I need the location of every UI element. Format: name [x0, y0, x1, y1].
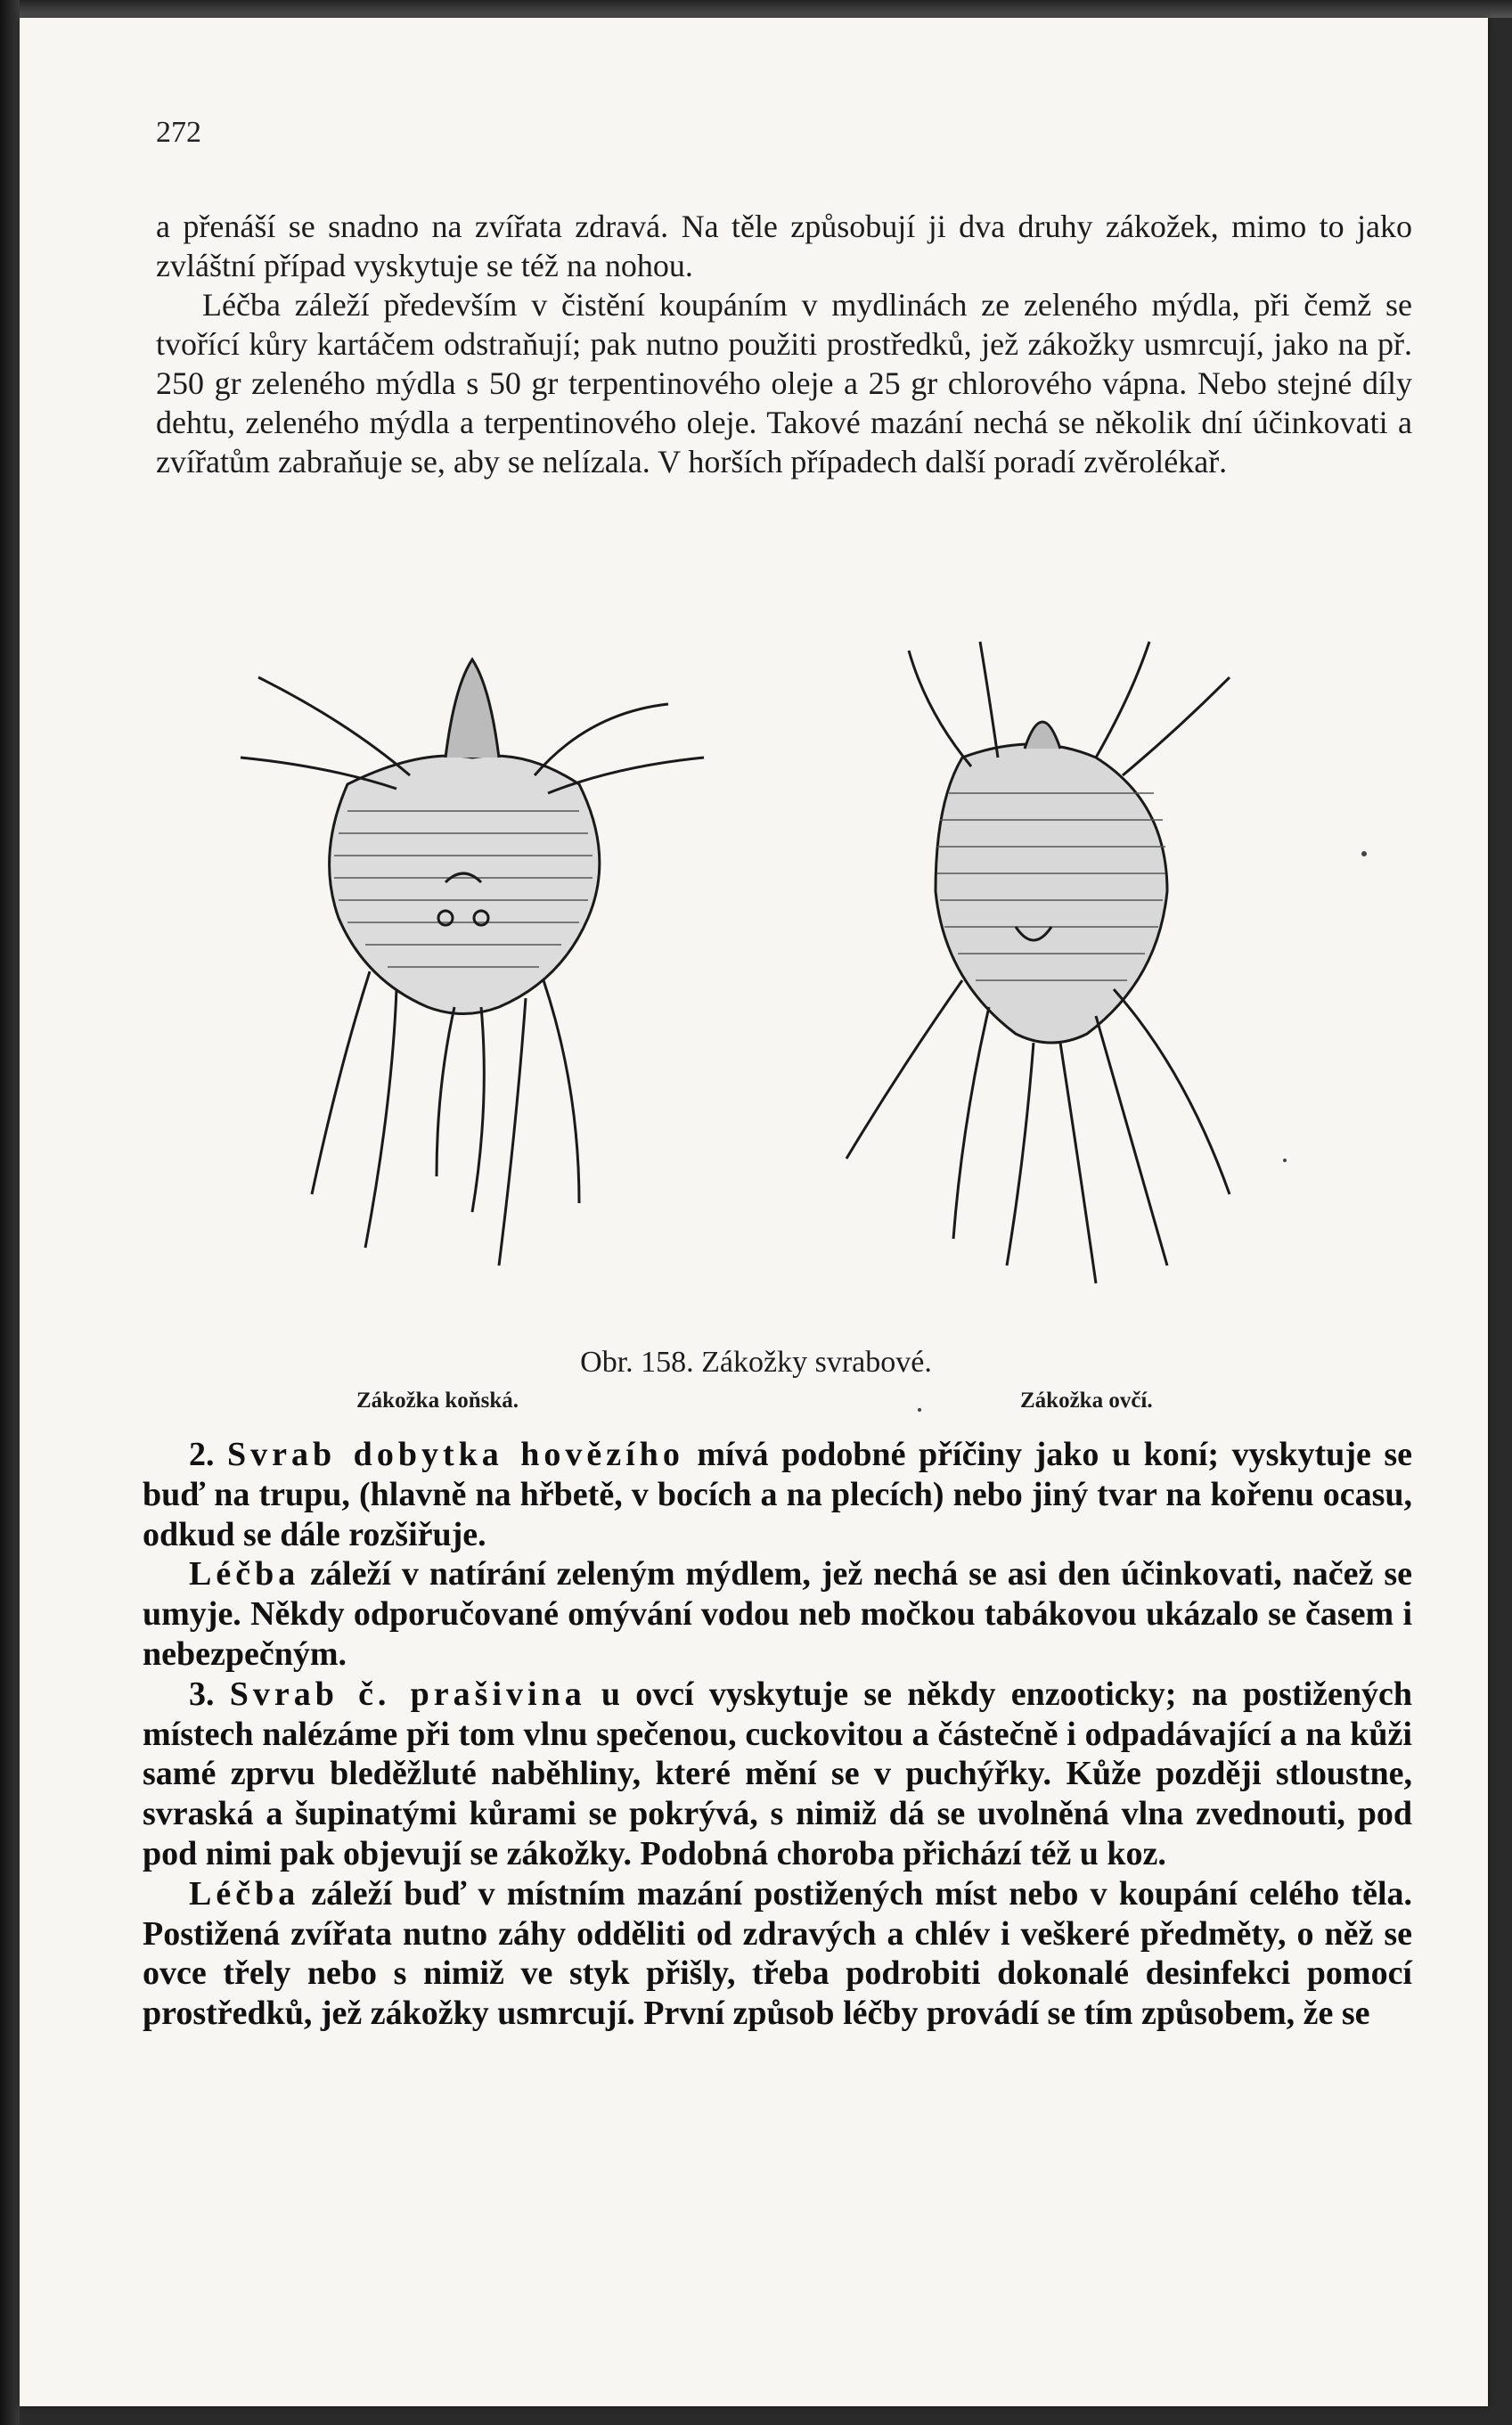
- paragraph-sheep-treatment: [143, 1874, 1412, 2034]
- paragraph-body: u ovcí vyskytuje se někdy enzooticky; na postižených místech nalézáme při tom vlnu spečenou, cuckovitou a částečně i odpadávající a na kůži samé zprvu bleděžluté naběhliny, které mění se v puchýřky. Kůže později stloustne, svraská a šupinatými kůrami se pokrývá, s nimiž dá se uvolněná vlna zvednouti, pod pod nimi pak objevují se zákožky. Podobná choroba přichází též u koz.: [143, 1675, 1413, 1872]
- paragraph-treatment-horse: Léčba záleží především v čistění koupáním v mydlinách ze zeleného mýdla, při čemž se tvořící kůry kartáčem odstraňují; pak nutno použiti prostředků, jež zákožky usmrcují, jako na př. 250 gr zeleného mýdla s 50 gr terpentinového oleje a 25 gr chlorového vápna. Nebo stejné díly dehtu, zeleného mýdla a terpentinového oleje. Takové mazání nechá se několik dní účinkovati a zvířatům zabraňuje se, aby se nelízala. V horších případech další poradí zvěrolékař.: [156, 287, 1412, 479]
- section-heading: Svrab dobytka hovězího: [227, 1436, 684, 1473]
- figure-label-sheep-mite: Zákožka ovčí.: [1020, 1389, 1153, 1413]
- section-number: 3.: [189, 1675, 215, 1713]
- treatment-heading: Léčba: [189, 1874, 300, 1913]
- sheep-mite-drawing: [846, 642, 1230, 1283]
- scan-speck: [1361, 851, 1367, 856]
- lower-text-block: [143, 1435, 1412, 2034]
- figure-label-horse-mite: Zákožka koňská.: [356, 1389, 519, 1413]
- figure-caption: Obr. 158. Zákožky svrabové.: [580, 1346, 932, 1379]
- paragraph-body: záleží v natírání zeleným mýdlem, jež nechá se asi den účinkovati, načež se umyje. Někdy odporučované omývání vodou neb močkou tabákovou ukázalo se časem i nebezpečným.: [143, 1555, 1412, 1673]
- upper-text-block: [156, 207, 1412, 481]
- paragraph-body: záleží buď v místním mazání postižených míst nebo v koupání celého těla. Postižená zvířata nutno záhy odděliti od zdravých a chlév i veškeré předměty, o něž se ovce třely nebo s nimiž ve styk přišly, třeba podrobiti dokonalé desinfekci pomocí prostředků, jež zákožky usmrcují. První způsob léčby provádí se tím způsobem, že se: [143, 1874, 1412, 2033]
- scan-speck: [1283, 1159, 1287, 1162]
- horse-mite-drawing: [241, 660, 704, 1266]
- paragraph-body: mívá podobné příčiny jako u koní; vyskytuje se buď na trupu, (hlavně na hřbetě, v bocích a na plecích) nebo jiný tvar na kořenu ocasu, odkud se dále rozšiřuje.: [143, 1436, 1413, 1553]
- paragraph-cattle-treatment: [143, 1554, 1412, 1674]
- treatment-heading: Léčba: [189, 1555, 300, 1593]
- page-number: 272: [156, 116, 201, 149]
- scan-speck: [918, 1408, 921, 1412]
- scan-top-edge: [0, 0, 1512, 18]
- mites-illustration: [205, 624, 1354, 1319]
- section-number: 2.: [189, 1436, 215, 1473]
- paragraph-cattle-mange: [143, 1435, 1412, 1554]
- scan-left-edge: [0, 0, 20, 2425]
- section-heading: Svrab č. prašivina: [229, 1675, 586, 1713]
- paragraph-continuation: a přenáší se snadno na zvířata zdravá. Na těle způsobují ji dva druhy zákožek, mimo to jako zvláštní případ vyskytuje se též na nohou.: [156, 209, 1412, 283]
- paragraph-sheep-scab: [143, 1675, 1412, 1874]
